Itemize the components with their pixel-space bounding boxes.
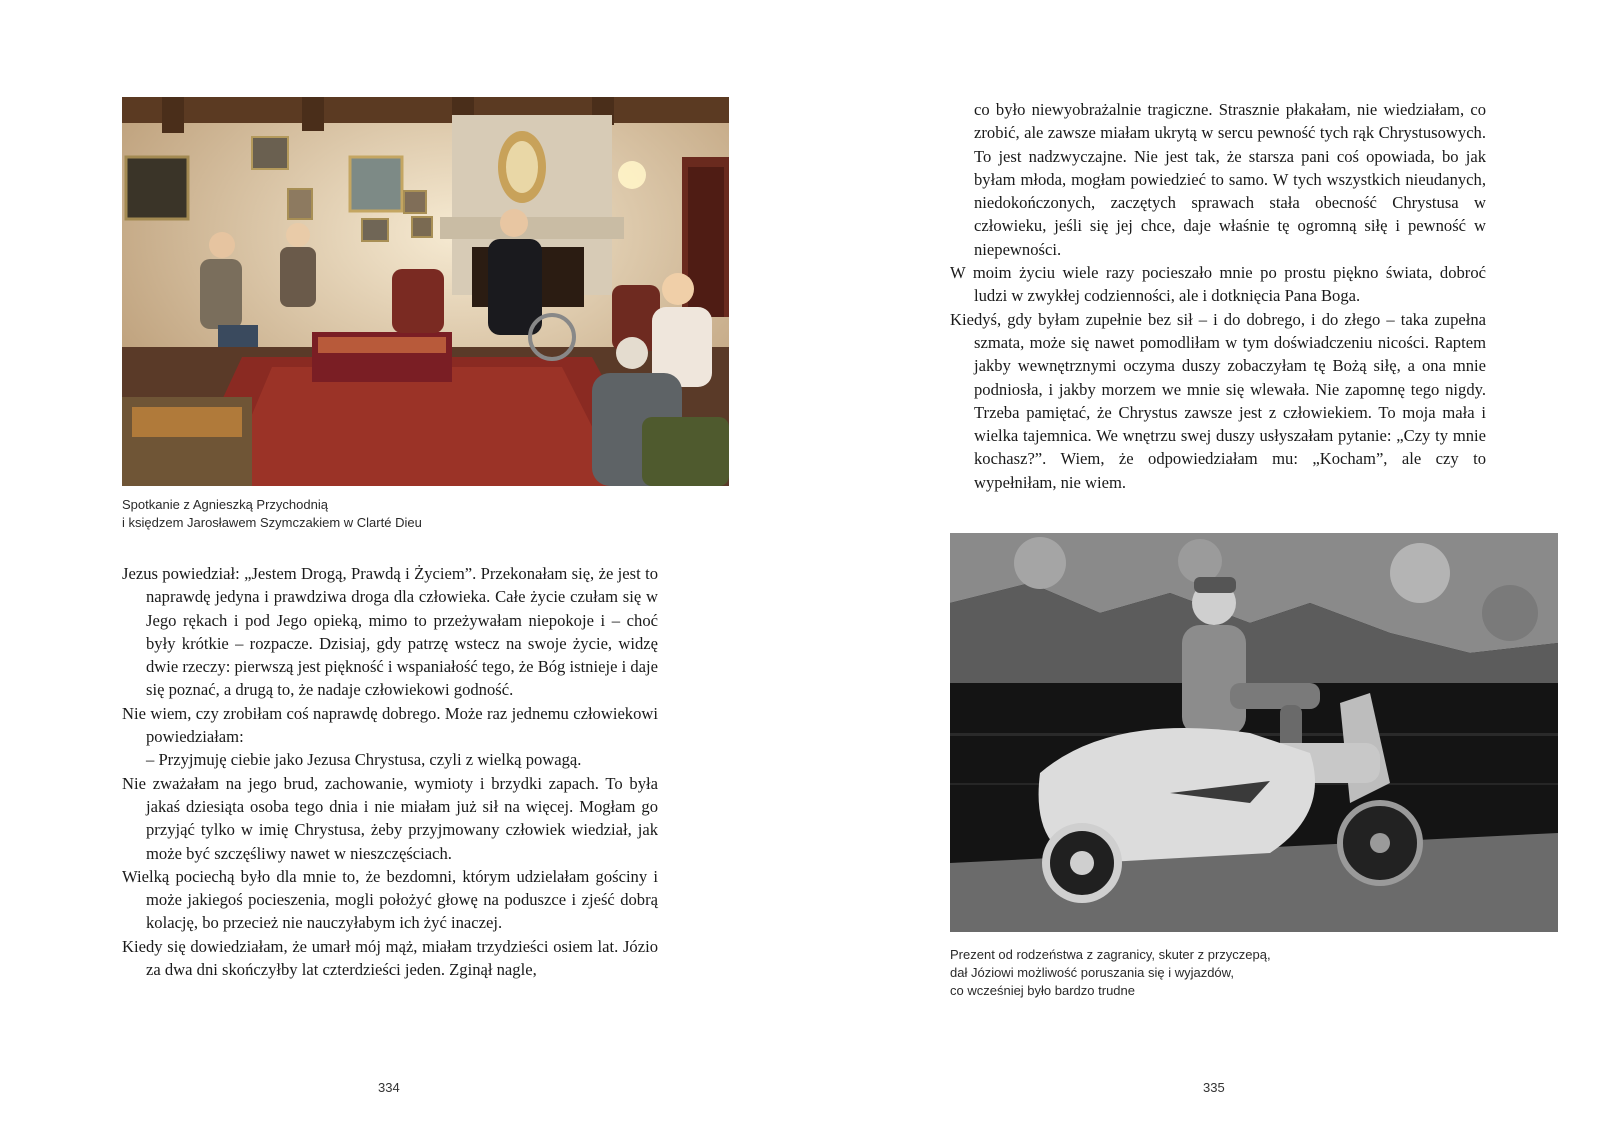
photo-caption [122, 496, 422, 532]
photo-scooter-icon [950, 533, 1558, 932]
caption-line: dał Józiowi możliwość poruszania się i wyjazdów, [950, 965, 1234, 980]
caption-line: Prezent od rodzeństwa z zagranicy, skuter z przyczepą, [950, 947, 1271, 962]
caption-line: Spotkanie z Agnieszką Przychodnią [122, 497, 328, 512]
body-text [122, 562, 658, 981]
page-number: 334 [378, 1080, 400, 1095]
paragraph: co było niewyobrażalnie tragiczne. Strasznie płakałam, nie wiedziałam, co zrobić, ale zawsze miałam ukrytą w sercu pewność tych rąk Chrystusowych. To jest nadzwyczajne. Nie jest tak, że starsza pani coś opowiada, bo jak byłam młoda, mogłam powiedzieć to samo. W tych wszystkich nieudanych, niedokończonych, zaczętych sprawach stała obecność Chrystusa w człowieku, jeśli się jej chce, daje właśnie tę ogromną siłę i pewność w niepewności. [974, 100, 1486, 259]
paragraph: Nie wiem, czy zrobiłam coś naprawdę dobrego. Może raz jednemu człowiekowi powiedziałam: [122, 703, 658, 747]
paragraph: Nie zważałam na jego brud, zachowanie, wymioty i brzydki zapach. To była jakaś dziesiąta osoba tego dnia i nie miałam już sił na więcej. Mogłam go przyjąć tylko w imię Chrystusa, żeby przyjmowany człowiek wiedział, jak może być szczęśliwy nawet w nieszczęściach. [122, 773, 658, 863]
photo-interior-icon [122, 97, 729, 486]
paragraph: W moim życiu wiele razy pocieszało mnie po prostu piękno świata, dobroć ludzi w zwykłej codzienności, ale i dotknięcia Pana Boga. [950, 263, 1486, 306]
paragraph: Jezus powiedział: „Jestem Drogą, Prawdą i Życiem”. Przekonałam się, że jest to naprawdę jedyna i prawdziwa droga dla człowieka. Całe życie czułam się w Jego rękach i pod Jego opieką, mimo to przeżywałam niepokoje i – choć były krótkie – rozpacze. Dzisiaj, gdy patrzę wstecz na swoje życie, widzę dwie rzeczy: pierwszą jest piękność i wspaniałość tego, że Bóg istnieje i daje się poznać, a drugą to, że nadaje człowiekowi godność. [122, 564, 658, 700]
page-number: 335 [1203, 1080, 1225, 1095]
dialogue-line: – Przyjmuję ciebie jako Jezusa Chrystusa, czyli z wielką powagą. [146, 750, 582, 770]
photo-living-room-meeting [122, 97, 729, 486]
paragraph: Wielką pociechą było dla mnie to, że bezdomni, którym udzielałam gościny i może jakiegoś pocieszenia, mogli położyć głowę na poduszce i zjeść dobrą kolację, bo przecież nie nauczyłabym ich żyć inaczej. [122, 866, 658, 933]
paragraph: Kiedyś, gdy byłam zupełnie bez sił – i do dobrego, i do złego – taka zupełna szmata, może się nawet pomodliłam w tym doświadczeniu nicości. Raptem jakby wewnętrznymi oczyma duszy zobaczyłam tę Bożą siłę, a ona mnie podniosła, i jakby morzem we mnie się wlewała. Nie zapomnę tego nigdy. Trzeba pamiętać, że Chrystus zawsze jest z człowiekiem. To moja mała i wielka tajemnica. We wnętrzu swej duszy usłyszałam pytanie: „Czy ty mnie kochasz?”. Wiem, że odpowiedziałam mu: „Kocham”, ale czy to wypełniłam, nie wiem. [950, 309, 1486, 492]
caption-line: i księdzem Jarosławem Szymczakiem w Clarté Dieu [122, 515, 422, 530]
right-page [800, 0, 1600, 1139]
photo-caption [950, 946, 1271, 1000]
paragraph: Kiedy się dowiedziałam, że umarł mój mąż, miałam trzydzieści osiem lat. Józio za dwa dni skończyłby lat czterdzieści jeden. Zginął nagle, [122, 936, 658, 980]
body-text [950, 98, 1486, 494]
caption-line: co wcześniej było bardzo trudne [950, 983, 1135, 998]
photo-scooter-sidecar [950, 533, 1558, 932]
